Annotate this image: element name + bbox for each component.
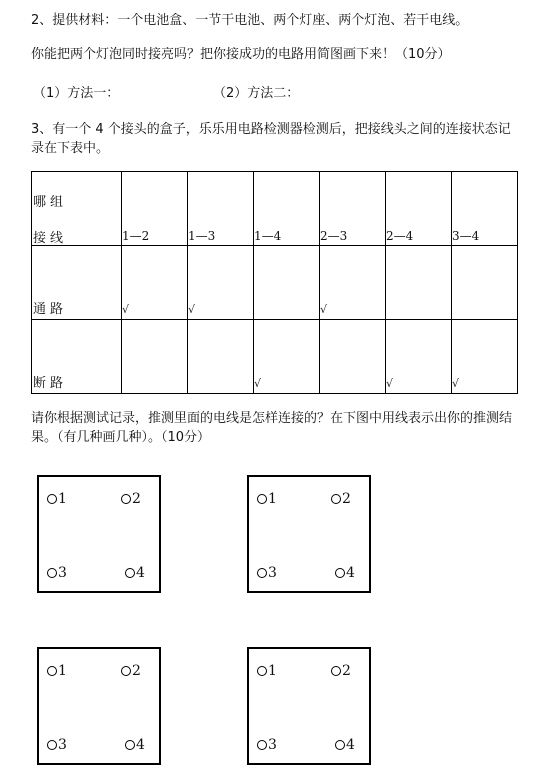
table-cell: [320, 320, 386, 394]
terminal-label: 1: [268, 663, 277, 679]
terminal-dot-icon: [121, 494, 131, 504]
q3-question: 请你根据测试记录，推测里面的电线是怎样连接的？在下图中用线表示出你的推测结果。（有几种画几种）。（10分）: [31, 411, 513, 445]
answer-box[interactable]: [37, 475, 161, 593]
table-cell: [254, 246, 320, 320]
terminal-dot-icon: [125, 740, 135, 750]
column-label: 2—4: [386, 229, 414, 243]
q2-method-1: （1）方法一：: [33, 86, 120, 101]
terminal-label: 2: [342, 491, 351, 507]
terminal-label: 4: [136, 565, 145, 581]
terminal-3: [257, 737, 277, 753]
terminal-3: [257, 565, 277, 581]
table-cell: [320, 246, 386, 320]
row-label: 通路: [33, 302, 68, 317]
answer-box[interactable]: [247, 647, 371, 765]
terminal-3: [47, 737, 67, 753]
header-label-bottom: 接线: [33, 231, 68, 246]
terminal-label: 3: [58, 565, 67, 581]
terminal-label: 2: [342, 663, 351, 679]
column-label: 2—3: [320, 229, 348, 243]
terminal-dot-icon: [47, 494, 57, 504]
q2-statement: 2、提供材料：一个电池盒、一节干电池、两个灯座、两个灯泡、若干电线。: [31, 13, 469, 28]
answer-box[interactable]: [247, 475, 371, 593]
column-label: 1—2: [122, 229, 150, 243]
terminal-label: 3: [58, 737, 67, 753]
column-header: [122, 172, 188, 246]
terminal-4: [335, 737, 355, 753]
row-header: [32, 246, 122, 320]
terminal-dot-icon: [125, 568, 135, 578]
column-header: [452, 172, 518, 246]
column-label: 1—3: [188, 229, 216, 243]
table-corner-cell: [32, 172, 122, 246]
terminal-label: 1: [58, 663, 67, 679]
check-mark: √: [122, 303, 130, 316]
answer-box[interactable]: [37, 647, 161, 765]
column-header: [386, 172, 452, 246]
table-cell: [122, 320, 188, 394]
terminal-dot-icon: [257, 740, 267, 750]
table-row-connected: [32, 246, 518, 320]
terminal-2: [121, 663, 141, 679]
column-header: [320, 172, 386, 246]
terminal-label: 2: [132, 663, 141, 679]
table-cell: [386, 320, 452, 394]
terminal-dot-icon: [331, 666, 341, 676]
test-record-table: [31, 171, 518, 394]
row-header: [32, 320, 122, 394]
header-label-top: 哪组: [33, 195, 68, 210]
terminal-1: [257, 491, 277, 507]
terminal-label: 1: [268, 491, 277, 507]
column-header: [188, 172, 254, 246]
terminal-4: [125, 737, 145, 753]
terminal-label: 3: [268, 737, 277, 753]
terminal-label: 4: [346, 565, 355, 581]
table-cell: [188, 320, 254, 394]
table-cell: [122, 246, 188, 320]
terminal-label: 2: [132, 491, 141, 507]
terminal-4: [125, 565, 145, 581]
terminal-dot-icon: [257, 494, 267, 504]
table-cell: [188, 246, 254, 320]
table-cell: [452, 246, 518, 320]
terminal-dot-icon: [331, 494, 341, 504]
terminal-label: 1: [58, 491, 67, 507]
terminal-dot-icon: [335, 568, 345, 578]
check-mark: √: [254, 377, 262, 390]
table-cell: [386, 246, 452, 320]
terminal-dot-icon: [47, 740, 57, 750]
terminal-dot-icon: [47, 568, 57, 578]
terminal-dot-icon: [257, 568, 267, 578]
terminal-1: [47, 663, 67, 679]
terminal-3: [47, 565, 67, 581]
terminal-label: 4: [346, 737, 355, 753]
q3-statement: 3、有一个 4 个接头的盒子，乐乐用电路检测器检测后，把接线头之间的连接状态记录在下表中。: [31, 122, 511, 156]
terminal-1: [47, 491, 67, 507]
terminal-2: [331, 491, 351, 507]
q2-method-2: （2）方法二：: [213, 86, 300, 101]
column-label: 3—4: [452, 229, 480, 243]
terminal-label: 4: [136, 737, 145, 753]
table-cell: [254, 320, 320, 394]
terminal-dot-icon: [335, 740, 345, 750]
terminal-2: [121, 491, 141, 507]
table-cell: [452, 320, 518, 394]
terminal-dot-icon: [257, 666, 267, 676]
terminal-4: [335, 565, 355, 581]
table-header-row: [32, 172, 518, 246]
check-mark: √: [320, 303, 328, 316]
check-mark: √: [452, 377, 460, 390]
terminal-2: [331, 663, 351, 679]
column-label: 1—4: [254, 229, 282, 243]
terminal-dot-icon: [47, 666, 57, 676]
row-label: 断路: [33, 376, 68, 391]
terminal-dot-icon: [121, 666, 131, 676]
check-mark: √: [386, 377, 394, 390]
column-header: [254, 172, 320, 246]
q2-question: 你能把两个灯泡同时接亮吗？把你接成功的电路用简图画下来！（10分）: [31, 47, 451, 62]
table-row-disconnected: [32, 320, 518, 394]
terminal-1: [257, 663, 277, 679]
terminal-label: 3: [268, 565, 277, 581]
check-mark: √: [188, 303, 196, 316]
